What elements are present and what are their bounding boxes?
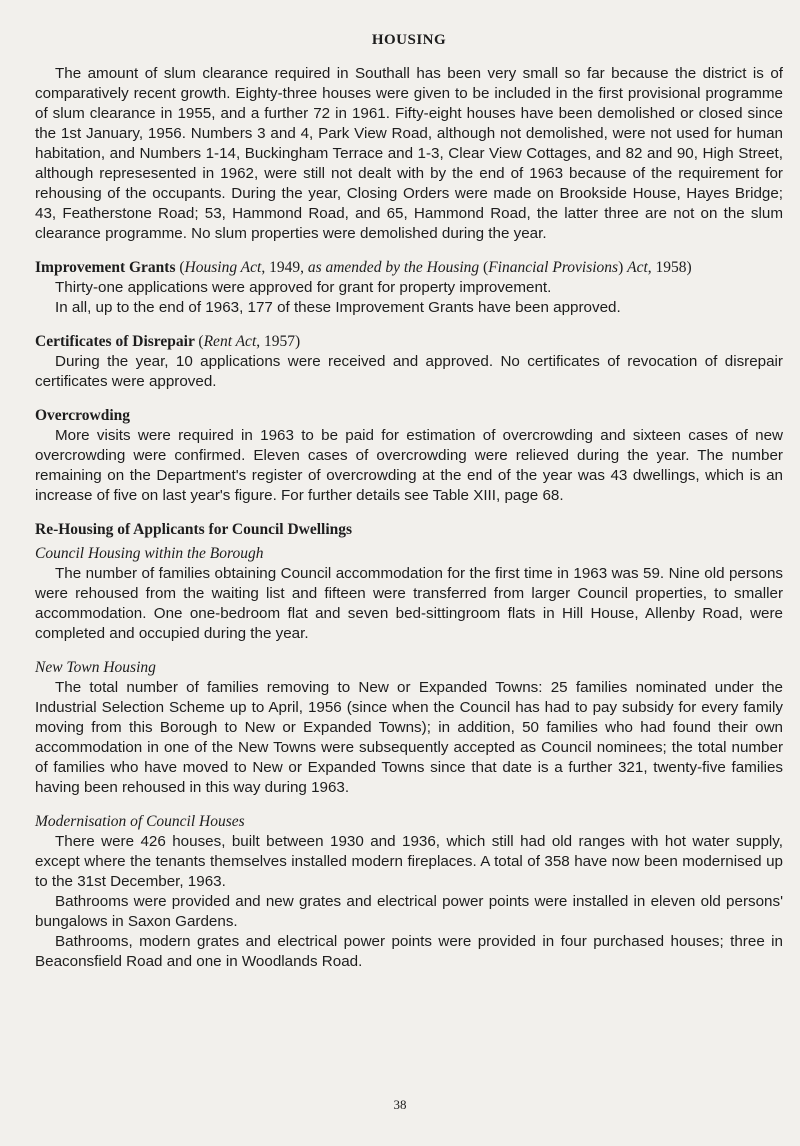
act-name: Financial Provisions <box>488 259 619 276</box>
disrepair-heading <box>35 332 783 352</box>
disrepair-paragraph: During the year, 10 applications were received and approved. No certificates of revocation of disrepair certificates were approved. <box>35 353 783 390</box>
overcrowding-heading: Overcrowding <box>35 407 131 424</box>
council-housing-paragraph: The number of families obtaining Council accommodation for the first time in 1963 was 59. Nine old persons were rehoused from the waiting list and fifteen were transferred from larger Council properties, to smaller accommodation. One one-bedroom flat and seven bed-sittingroom flats in Hill House, Allenby Road, were completed and occupied during the year. <box>35 565 783 642</box>
modernisation-paragraph-1: There were 426 houses, built between 1930 and 1936, which still had old ranges with hot water supply, except where the tenants themselves installed modern fireplaces. A total of 358 have now been modernised up to the 31st December, 1963. <box>35 833 783 890</box>
intro-paragraph: The amount of slum clearance required in Southall has been very small so far because the district is of comparatively recent growth. Eighty-three houses were given to be included in the first provisional programme of slum clearance in 1955, and a further 72 in 1961. Fifty-eight houses have been demolished or closed since the 1st January, 1956. Numbers 3 and 4, Park View Road, although not demolished, were not used for human habitation, and Numbers 1-14, Buckingham Terrace and 1-3, Clear View Cottages, and 82 and 90, High Street, although represesented in 1962, were still not dealt with by the end of 1963 because of the requirement for rehousing of the occupants. During the year, Closing Orders were made on Brookside House, Hayes Bridge; 43, Featherstone Road; 53, Hammond Road, and 65, Hammond Road, the latter three are not on the slum clearance programme. No slum properties were demolished during the year. <box>35 65 783 242</box>
overcrowding-paragraph: More visits were required in 1963 to be paid for estimation of overcrowding and sixteen cases of new overcrowding were confirmed. Eleven cases of overcrowding were relieved during the year. The number remaining on the Department's register of overcrowding at the end of the year was 43 dwellings, which is an increase of five on last year's figure. For further details see Table XIII, page 68. <box>35 427 783 504</box>
improvement-paragraph-1: Thirty-one applications were approved for grant for property improvement. <box>55 279 552 296</box>
council-housing-subheading: Council Housing within the Borough <box>35 545 264 562</box>
document-page <box>35 30 783 972</box>
improvement-grants-heading <box>35 258 783 278</box>
page-title: HOUSING <box>371 32 447 48</box>
modernisation-subheading: Modernisation of Council Houses <box>35 813 245 830</box>
new-town-paragraph: The total number of families removing to New or Expanded Towns: 25 families nominated under the Industrial Selection Scheme up to April, 1956 (since when the Council has had to pay subsidy for every family moving from this Borough to New or Expanded Towns); in addition, 50 families who had found their own accommodation in one of the New Towns were subsequently accepted as Council nominees; the total number of families who have moved to New or Expanded Towns since that date is a further 321, twenty-five families having been rehoused in this way during 1963. <box>35 679 783 796</box>
new-town-subheading: New Town Housing <box>35 659 156 676</box>
paren: ) <box>618 259 624 276</box>
act-year: , 1958) <box>647 259 692 276</box>
ref-open: ( <box>198 333 204 350</box>
page-number: 38 <box>393 1097 407 1112</box>
improvement-paragraph-2: In all, up to the end of 1963, 177 of these Improvement Grants have been approved. <box>55 299 621 316</box>
amended-text: as amended by the Housing <box>307 259 480 276</box>
ref-open: ( <box>179 259 185 276</box>
act-year: , 1949, <box>261 259 308 276</box>
act-name: Housing Act <box>184 259 262 276</box>
paren: ( <box>479 259 489 276</box>
disrepair-title: Certificates of Disrepair <box>35 333 195 350</box>
modernisation-paragraph-2: Bathrooms were provided and new grates and electrical power points were installed in eleven old persons' bungalows in Saxon Gardens. <box>35 893 783 930</box>
modernisation-paragraph-3: Bathrooms, modern grates and electrical power points were provided in four purchased houses; three in Beaconsfield Road and one in Woodlands Road. <box>35 933 783 970</box>
act-name: Rent Act <box>203 333 257 350</box>
act-name: Act <box>627 259 648 276</box>
rehousing-heading: Re-Housing of Applicants for Council Dwellings <box>35 521 353 538</box>
act-year: , 1957) <box>256 333 301 350</box>
improvement-grants-title: Improvement Grants <box>35 259 176 276</box>
